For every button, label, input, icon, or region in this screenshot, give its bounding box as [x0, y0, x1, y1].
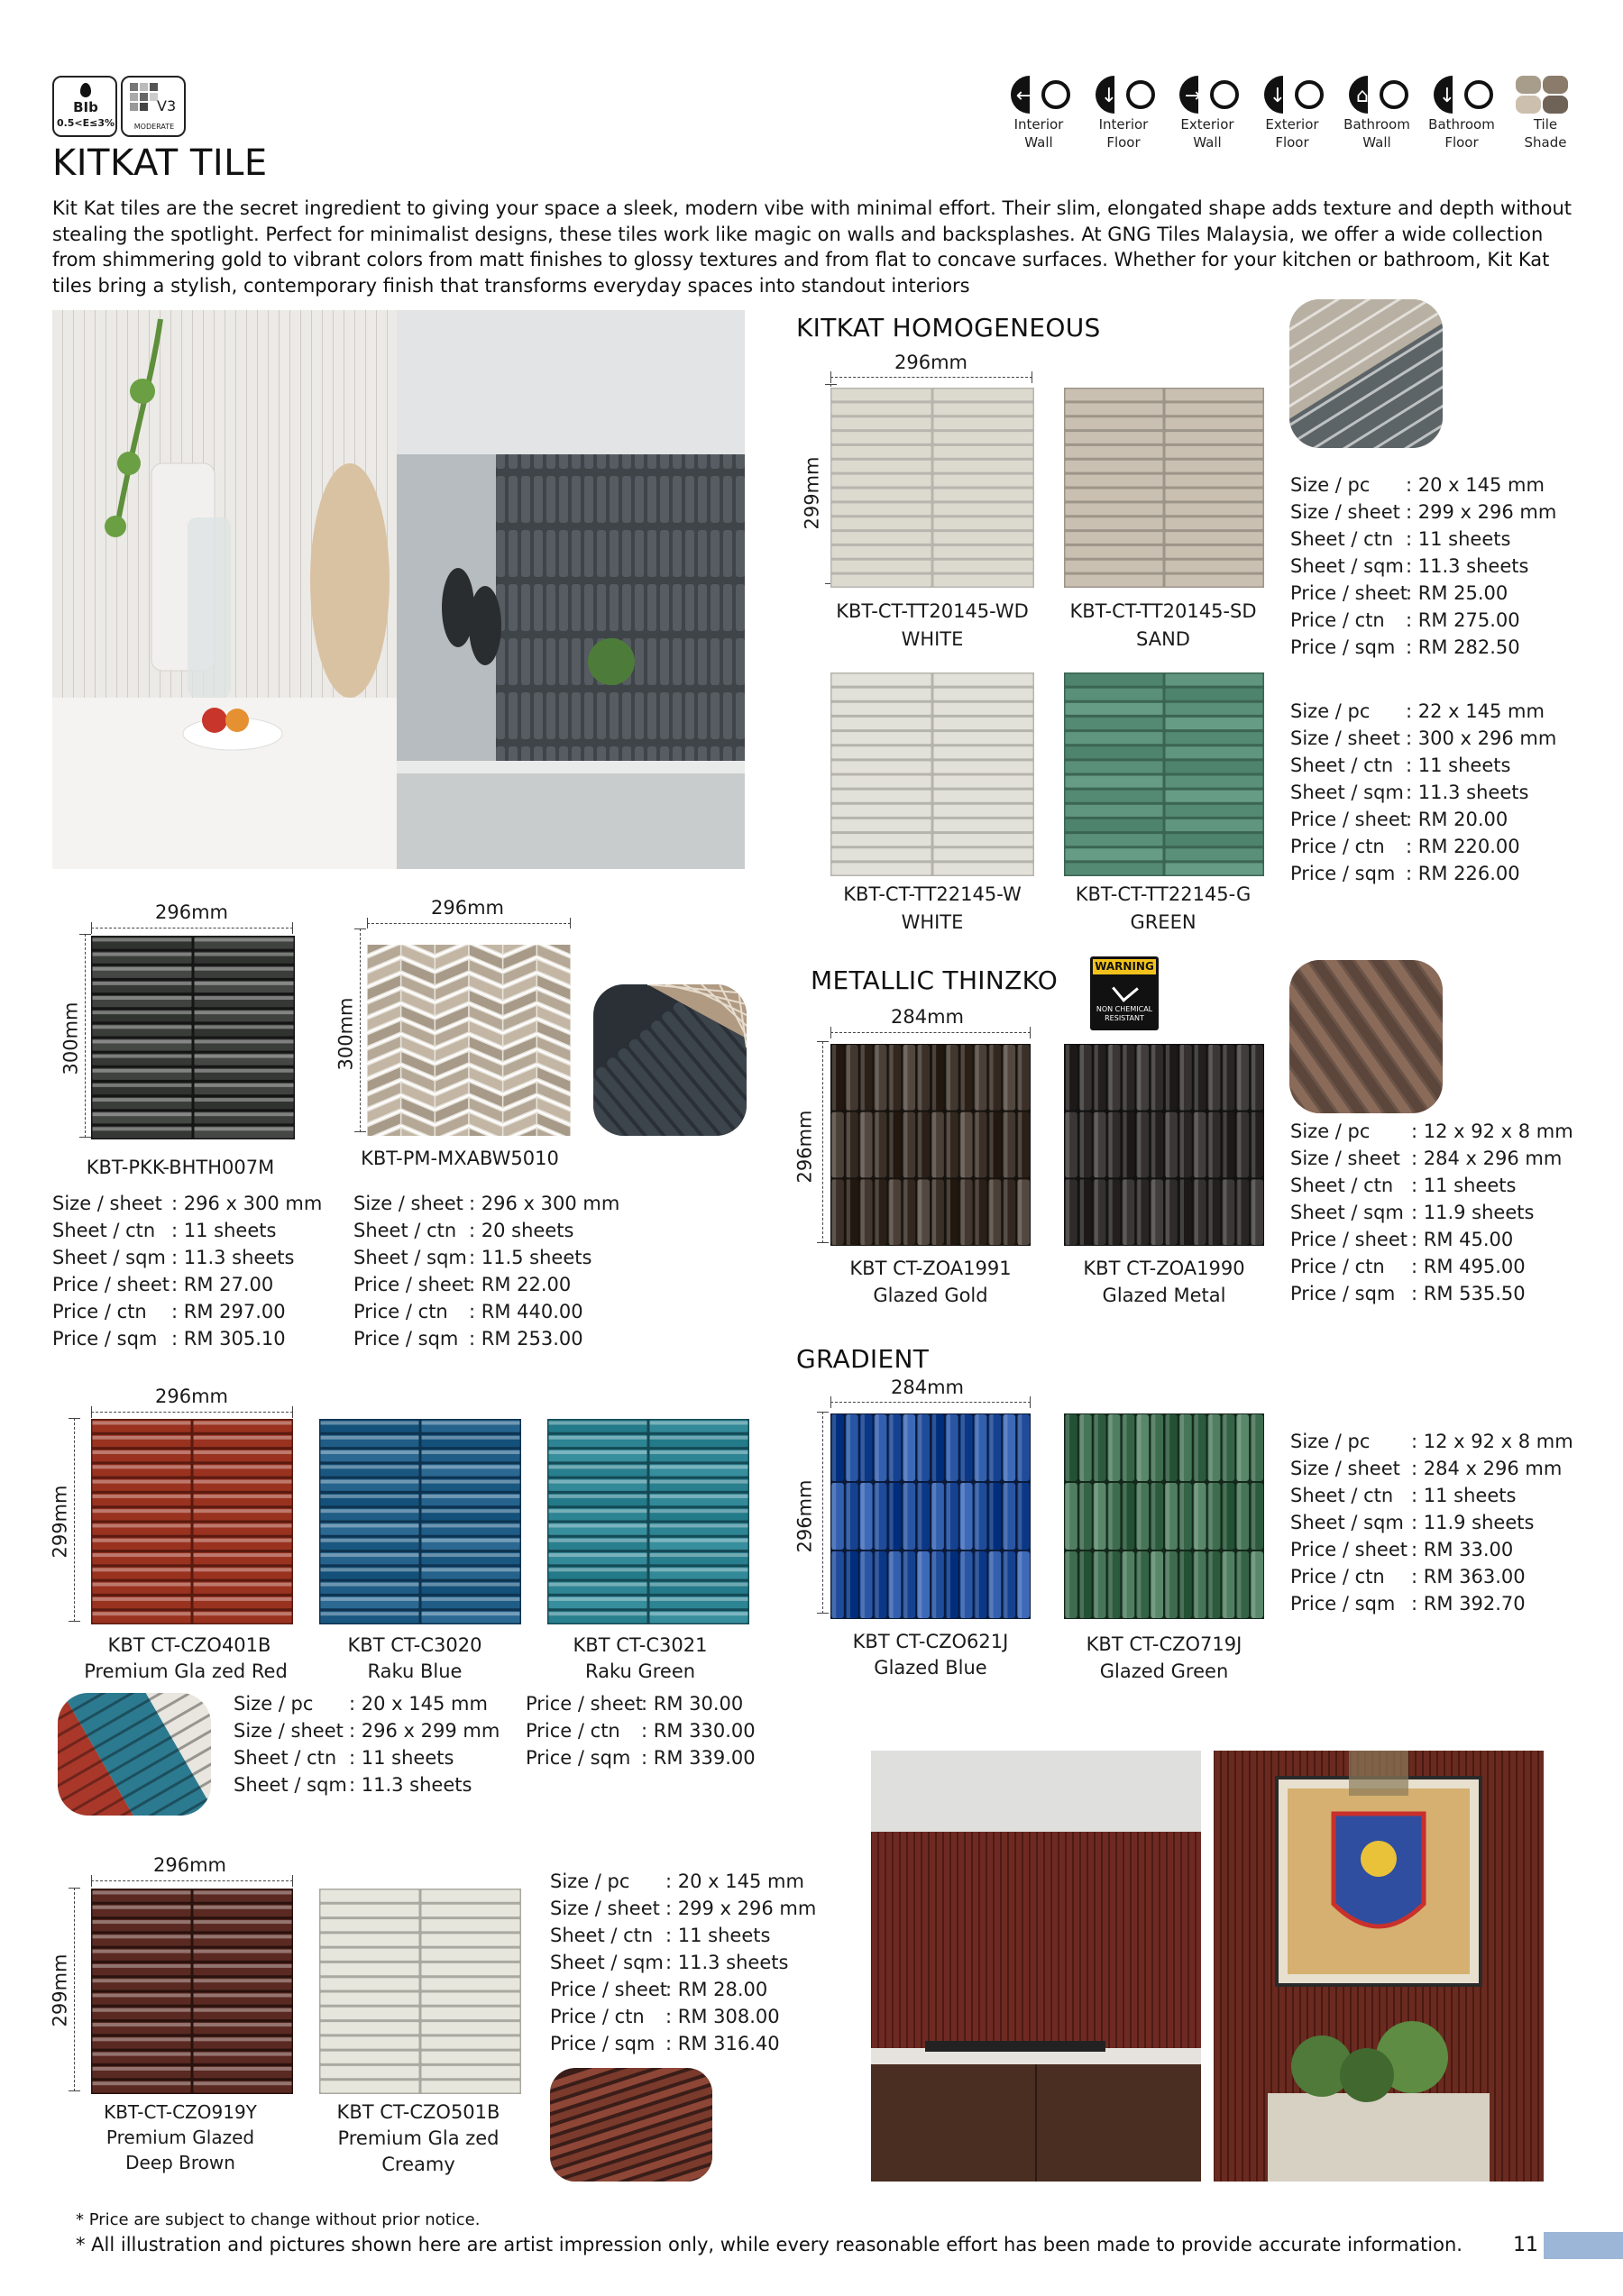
- spec-value: : RM 392.70: [1411, 1593, 1526, 1615]
- spec-row: [353, 1244, 619, 1271]
- spec-row: [234, 1771, 500, 1798]
- tile-code: KBT CT-C3020: [347, 1634, 482, 1656]
- svg-text:⌂: ⌂: [1356, 85, 1369, 107]
- spec-label: Price / ctn: [526, 1720, 620, 1742]
- spec-value: : 11 sheets: [1406, 528, 1511, 550]
- spec-label: Size / pc: [1290, 474, 1371, 496]
- spec-value: : 11 sheets: [1411, 1485, 1517, 1506]
- spec-value: : 11.3 sheets: [1406, 555, 1529, 577]
- usage-label: Tile: [1533, 116, 1558, 133]
- absorption-range: 0.5<E≤3%: [56, 117, 115, 129]
- spec-value: : 296 x 300 mm: [469, 1193, 620, 1214]
- spec-row: [1290, 752, 1556, 779]
- footer-note-disclaimer: * All illustration and pictures shown here are artist impression only, while every reasonable effort has been made to provide accurate information.: [76, 2234, 1463, 2255]
- gradient-height-dimension: [822, 1412, 823, 1614]
- tile-name-line2: Deep Brown: [125, 2152, 235, 2173]
- spec-label: Sheet / sqm: [550, 1952, 664, 1973]
- tile-name: Glazed Gold: [873, 1285, 988, 1306]
- spec-label: Size / sheet: [234, 1720, 344, 1742]
- dropper-icon: [1112, 975, 1139, 1002]
- spec-value: : 22 x 145 mm: [1406, 700, 1545, 722]
- usage-label: Wall: [1024, 134, 1053, 151]
- spec-label: Sheet / sqm: [234, 1774, 347, 1796]
- svg-text:→: →: [1184, 85, 1202, 107]
- spec-label: Price / sheet: [1290, 1229, 1408, 1250]
- spec-row: [550, 1895, 816, 1922]
- spec-value: : 11.3 sheets: [349, 1774, 472, 1796]
- premium-width-label: 296mm: [153, 1854, 226, 1876]
- tile-name: WHITE: [901, 911, 964, 933]
- spec-label: Price / ctn: [1290, 836, 1385, 857]
- spec-value: : RM 45.00: [1411, 1229, 1514, 1250]
- svg-text:↓: ↓: [1438, 85, 1456, 107]
- gradient-width-dimension: [830, 1402, 1031, 1403]
- tile-code: KBT CT-CZO401B: [107, 1634, 271, 1656]
- tile-name: Raku Green: [584, 1660, 696, 1682]
- spec-value: : RM 495.00: [1411, 1256, 1526, 1277]
- usage-label: Floor: [1275, 134, 1309, 151]
- spec-row: [526, 1717, 756, 1744]
- exterior-wall-icon: [1178, 74, 1237, 119]
- spec-row: [1290, 1253, 1573, 1280]
- spec-value: : 299 x 296 mm: [1406, 501, 1557, 523]
- spec-value: : 11.9 sheets: [1411, 1202, 1535, 1223]
- mxabw-height-label: 300mm: [335, 997, 357, 1071]
- tile-swatch-premium-deep-brown: [91, 1889, 293, 2094]
- spec-value: : RM 275.00: [1406, 609, 1520, 631]
- spec-row: [1290, 1199, 1573, 1226]
- spec-row: [1290, 833, 1556, 860]
- spec-label: Sheet / ctn: [1290, 1485, 1394, 1506]
- interior-wall-icon: [1009, 74, 1068, 119]
- premium-specs: [550, 1868, 816, 2057]
- spec-row: [234, 1744, 500, 1771]
- tile-code: KBT CT-ZOA1990: [1083, 1258, 1245, 1279]
- spec-row: [1290, 471, 1556, 499]
- spec-row: [52, 1271, 322, 1298]
- tile-swatch-homogeneous-green: [1064, 672, 1264, 876]
- homogeneous-title: KITKAT HOMOGENEOUS: [796, 313, 1101, 343]
- spec-row: [1290, 580, 1556, 607]
- spec-row: [526, 1690, 756, 1717]
- tile-code: KBT CT-CZO621J: [852, 1631, 1009, 1652]
- warning-text: NON CHEMICAL RESISTANT: [1096, 1005, 1153, 1022]
- spec-label: Price / sqm: [1290, 863, 1396, 884]
- water-drop-icon: [80, 83, 91, 97]
- homogeneous-width-label: 296mm: [894, 352, 967, 373]
- spec-row: [353, 1217, 619, 1244]
- spec-label: Sheet / ctn: [52, 1220, 156, 1241]
- tile-swatch-bhth007m: [91, 936, 295, 1139]
- spec-value: : 11.9 sheets: [1411, 1512, 1535, 1533]
- spec-value: : RM 27.00: [171, 1274, 274, 1295]
- spec-label: Sheet / sqm: [1290, 555, 1404, 577]
- shade-variation-badge: [121, 76, 186, 137]
- spec-value: : 284 x 296 mm: [1411, 1148, 1563, 1169]
- usage-label: Wall: [1362, 134, 1391, 151]
- tile-name-line1: Premium Gla zed: [337, 2127, 500, 2149]
- homogeneous-height-label: 299mm: [801, 456, 823, 530]
- tile-shade-icon: [1516, 74, 1575, 119]
- spec-value: : 284 x 296 mm: [1411, 1458, 1563, 1479]
- bhth-width-label: 296mm: [155, 901, 228, 923]
- spec-label: Sheet / ctn: [234, 1747, 337, 1769]
- spec-row: [52, 1298, 322, 1325]
- homogeneous-specs-20x145: [1290, 471, 1556, 661]
- spec-value: : RM 308.00: [665, 2006, 780, 2027]
- tile-swatch-premium-creamy: [319, 1889, 521, 2094]
- tile-name: Glazed Blue: [874, 1657, 987, 1679]
- spec-value: : RM 440.00: [469, 1301, 583, 1322]
- tile-code: KBT CT-CZO719J: [1086, 1633, 1242, 1655]
- spec-value: : RM 330.00: [641, 1720, 756, 1742]
- spec-label: Size / pc: [550, 1871, 630, 1892]
- tile-code: KBT-CT-TT22145-G: [1075, 883, 1252, 905]
- usage-label: Exterior: [1180, 116, 1234, 133]
- spec-label: Size / sheet: [550, 1898, 660, 1919]
- bathroom-wall-icon: [1347, 74, 1407, 119]
- mosaic-crest-wall-photo: [1214, 1751, 1544, 2182]
- tile-swatch-glazed-green: [1064, 1413, 1264, 1619]
- spec-label: Size / sheet: [1290, 1148, 1400, 1169]
- spec-value: : 11.3 sheets: [171, 1247, 295, 1268]
- mxabw-height-dimension: [360, 928, 361, 1132]
- metallic-closeup-thumbnail: [1289, 960, 1443, 1113]
- spec-value: : 20 sheets: [469, 1220, 574, 1241]
- spec-label: Price / sqm: [1290, 1593, 1396, 1615]
- tile-name: Raku Blue: [367, 1660, 463, 1682]
- spec-row: [234, 1717, 500, 1744]
- spec-label: Price / sqm: [353, 1328, 459, 1349]
- spec-value: : 20 x 145 mm: [349, 1693, 488, 1715]
- spec-row: [1290, 1509, 1573, 1536]
- raku-closeup-thumbnail: [58, 1693, 211, 1816]
- spec-label: Sheet / sqm: [1290, 782, 1404, 803]
- spec-row: [526, 1744, 756, 1771]
- spec-row: [1290, 1280, 1573, 1307]
- spec-row: [1290, 698, 1556, 725]
- mxabw-width-dimension: [367, 923, 571, 924]
- spec-label: Size / sheet: [353, 1193, 463, 1214]
- kitchen-hero-photo: [52, 310, 745, 869]
- spec-value: : 299 x 296 mm: [665, 1898, 817, 1919]
- spec-label: Size / sheet: [1290, 727, 1400, 749]
- tile-swatch-homogeneous-sand: [1064, 388, 1264, 588]
- spec-row: [1290, 725, 1556, 752]
- spec-label: Price / sqm: [526, 1747, 631, 1769]
- spec-row: [1290, 553, 1556, 580]
- page-number: 11: [1513, 2234, 1538, 2256]
- page-title: KITKAT TILE: [52, 142, 268, 184]
- page-tab-bar: [1544, 2232, 1623, 2259]
- spec-row: [52, 1190, 322, 1217]
- spec-row: [1290, 1563, 1573, 1590]
- tile-swatch-mxabw5010: [367, 928, 571, 1136]
- spec-value: : 20 x 145 mm: [1406, 474, 1545, 496]
- tile-swatch-homogeneous-white: [830, 388, 1034, 588]
- homogeneous-specs-22x145: [1290, 698, 1556, 887]
- bhth-height-dimension: [85, 934, 86, 1138]
- usage-label: Floor: [1106, 134, 1141, 151]
- metallic-height-label: 296mm: [793, 1110, 816, 1184]
- spec-label: Price / sqm: [1290, 636, 1396, 658]
- tile-code: KBT CT-C3021: [573, 1634, 708, 1656]
- premium-width-dimension: [91, 1880, 293, 1881]
- spec-value: : RM 363.00: [1411, 1566, 1526, 1587]
- usage-label: Shade: [1524, 134, 1567, 151]
- svg-text:↓: ↓: [1100, 85, 1118, 107]
- tile-swatch-raku-green: [547, 1419, 749, 1624]
- warning-label: [1090, 956, 1159, 1030]
- spec-row: [1290, 1145, 1573, 1172]
- spec-row: [1290, 1428, 1573, 1455]
- spec-value: : 12 x 92 x 8 mm: [1411, 1121, 1573, 1142]
- usage-label: Wall: [1193, 134, 1222, 151]
- spec-label: Sheet / sqm: [1290, 1202, 1404, 1223]
- spec-row: [353, 1190, 619, 1217]
- spec-row: [550, 2030, 816, 2057]
- usage-label: Bathroom: [1343, 116, 1410, 133]
- spec-value: : RM 220.00: [1406, 836, 1520, 857]
- spec-row: [550, 1922, 816, 1949]
- spec-value: : 11 sheets: [665, 1925, 771, 1946]
- spec-label: Price / ctn: [52, 1301, 147, 1322]
- gradient-width-label: 284mm: [891, 1377, 964, 1398]
- tile-name: GREEN: [1130, 911, 1197, 933]
- intro-paragraph: Kit Kat tiles are the secret ingredient to giving your space a sleek, modern vibe with minimal effort. Their slim, elongated shape adds texture and depth without stealing the spotlight. Perfect for minimalist designs, these tiles work like magic on walls and backsplashes. At GNG Tiles Malaysia, we offer a wide collection from shimmering gold to vibrant colors from matt finishes to glossy textures and from flat to concave surfaces. Whether for your kitchen or bathroom, Kit Kat tiles bring a stylish, contemporary finish that transforms everyday spaces into standout interiors: [52, 197, 1573, 297]
- metallic-height-dimension: [822, 1041, 823, 1243]
- usage-label: Exterior: [1265, 116, 1319, 133]
- spec-row: [52, 1325, 322, 1352]
- premium-closeup-thumbnail: [550, 2068, 712, 2182]
- spec-label: Size / sheet: [1290, 1458, 1400, 1479]
- tile-swatch-glazed-gold: [830, 1044, 1031, 1246]
- bhth-height-label: 300mm: [60, 1002, 82, 1075]
- tile-name: WHITE: [901, 628, 964, 650]
- spec-label: Sheet / ctn: [550, 1925, 654, 1946]
- usage-label: Bathroom: [1428, 116, 1495, 133]
- usage-label: Interior: [1098, 116, 1149, 133]
- spec-value: : 11 sheets: [1406, 755, 1511, 776]
- spec-row: [353, 1271, 619, 1298]
- spec-label: Size / pc: [234, 1693, 314, 1715]
- variation-level: MODERATE: [133, 123, 175, 131]
- spec-label: Price / sheet: [1290, 809, 1408, 830]
- gradient-title: GRADIENT: [796, 1344, 930, 1374]
- spec-label: Price / ctn: [1290, 1566, 1385, 1587]
- exterior-floor-icon: [1262, 74, 1322, 119]
- raku-specs-price: [526, 1690, 756, 1771]
- raku-width-label: 296mm: [155, 1386, 228, 1407]
- spec-label: Sheet / sqm: [353, 1247, 467, 1268]
- spec-label: Price / sheet: [353, 1274, 471, 1295]
- spec-value: : RM 282.50: [1406, 636, 1520, 658]
- svg-text:←: ←: [1015, 85, 1033, 107]
- usage-label: Floor: [1444, 134, 1479, 151]
- spec-row: [234, 1690, 500, 1717]
- spec-label: Price / sqm: [550, 2033, 656, 2054]
- spec-label: Sheet / ctn: [1290, 528, 1394, 550]
- spec-row: [550, 2003, 816, 2030]
- spec-label: Price / sheet: [52, 1274, 170, 1295]
- spec-row: [353, 1298, 619, 1325]
- spec-row: [1290, 526, 1556, 553]
- spec-row: [1290, 1536, 1573, 1563]
- spec-row: [1290, 607, 1556, 634]
- spec-row: [1290, 806, 1556, 833]
- tile-code: KBT-PM-MXABW5010: [361, 1148, 559, 1169]
- tile-code: KBT-PKK-BHTH007M: [86, 1157, 275, 1178]
- kitchen-brown-tile-photo: [871, 1751, 1201, 2182]
- spec-label: Price / sqm: [1290, 1283, 1396, 1304]
- mxabw-specs: [353, 1190, 619, 1352]
- tile-name-line1: Premium Glazed: [105, 2127, 255, 2148]
- tile-swatch-homogeneous-white-22: [830, 672, 1034, 876]
- gradient-specs: [1290, 1428, 1573, 1617]
- homogeneous-width-dimension: [830, 377, 1032, 378]
- spec-label: Price / sheet: [550, 1979, 667, 2000]
- tile-code: KBT CT-CZO501B: [336, 2101, 500, 2123]
- spec-value: : 296 x 299 mm: [349, 1720, 500, 1742]
- spec-row: [1290, 779, 1556, 806]
- interior-floor-icon: [1094, 74, 1153, 119]
- spec-row: [52, 1244, 322, 1271]
- spec-value: : 11.5 sheets: [469, 1247, 592, 1268]
- spec-row: [1290, 1455, 1573, 1482]
- spec-label: Size / pc: [1290, 1431, 1371, 1452]
- spec-label: Price / ctn: [353, 1301, 448, 1322]
- spec-value: : RM 22.00: [469, 1274, 572, 1295]
- mxabw-width-label: 296mm: [431, 897, 504, 919]
- variation-code: V3: [157, 97, 177, 114]
- tile-code: KBT CT-ZOA1991: [849, 1258, 1012, 1279]
- spec-row: [1290, 860, 1556, 887]
- spec-value: : 11.3 sheets: [665, 1952, 789, 1973]
- footer-note-price: * Price are subject to change without prior notice.: [76, 2210, 481, 2229]
- usage-label: Interior: [1013, 116, 1064, 133]
- spec-value: : 11 sheets: [349, 1747, 454, 1769]
- spec-label: Sheet / sqm: [52, 1247, 166, 1268]
- spec-row: [1290, 1226, 1573, 1253]
- spec-label: Price / sheet: [1290, 582, 1408, 604]
- spec-value: : 300 x 296 mm: [1406, 727, 1557, 749]
- tile-swatch-premium-glazed-red: [91, 1419, 293, 1624]
- absorption-class: BIb: [73, 99, 98, 115]
- spec-label: Price / ctn: [550, 2006, 645, 2027]
- spec-row: [1290, 1482, 1573, 1509]
- spec-label: Price / sqm: [52, 1328, 158, 1349]
- tile-code: KBT-CT-TT20145-SD: [1069, 600, 1257, 622]
- spec-value: : RM 316.40: [665, 2033, 780, 2054]
- spec-value: : RM 305.10: [171, 1328, 286, 1349]
- spec-row: [550, 1949, 816, 1976]
- tile-swatch-glazed-metal: [1064, 1044, 1264, 1246]
- premium-height-label: 299mm: [49, 1953, 71, 2027]
- tile-name: Glazed Green: [1099, 1660, 1229, 1682]
- raku-height-label: 299mm: [49, 1485, 71, 1559]
- gradient-height-label: 296mm: [793, 1479, 816, 1553]
- raku-specs-size: [234, 1690, 500, 1798]
- raku-width-dimension: [91, 1412, 293, 1413]
- tile-name: Premium Gla zed Red: [84, 1660, 288, 1682]
- tile-name-line2: Creamy: [381, 2154, 455, 2175]
- tile-swatch-raku-blue: [319, 1419, 521, 1624]
- spec-row: [1290, 1118, 1573, 1145]
- spec-label: Size / sheet: [1290, 501, 1400, 523]
- water-absorption-badge: [52, 76, 117, 137]
- spec-row: [1290, 1172, 1573, 1199]
- bhth-specs: [52, 1190, 322, 1352]
- spec-label: Sheet / ctn: [1290, 1175, 1394, 1196]
- spec-row: [550, 1976, 816, 2003]
- spec-label: Price / ctn: [1290, 1256, 1385, 1277]
- spec-row: [1290, 499, 1556, 526]
- metallic-specs: [1290, 1118, 1573, 1307]
- tile-code: KBT-CT-TT20145-WD: [836, 600, 1029, 622]
- homogeneous-closeup-thumbnail: [1289, 299, 1443, 448]
- metallic-title: METALLIC THINZKO: [811, 965, 1059, 995]
- metallic-width-label: 284mm: [891, 1006, 964, 1028]
- spec-value: : 11 sheets: [171, 1220, 277, 1241]
- spec-label: Price / sheet: [526, 1693, 643, 1715]
- spec-label: Size / pc: [1290, 700, 1371, 722]
- tile-code: KBT-CT-CZO919Y: [104, 2101, 257, 2123]
- spec-value: : RM 28.00: [665, 1979, 768, 2000]
- svg-text:↓: ↓: [1269, 85, 1287, 107]
- metallic-width-dimension: [830, 1032, 1031, 1033]
- spec-value: : 12 x 92 x 8 mm: [1411, 1431, 1573, 1452]
- spec-value: : RM 30.00: [641, 1693, 744, 1715]
- spec-value: : RM 297.00: [171, 1301, 286, 1322]
- spec-value: : 296 x 300 mm: [171, 1193, 323, 1214]
- tile-code: KBT-CT-TT22145-W: [843, 883, 1022, 905]
- tile-name: SAND: [1136, 628, 1190, 650]
- spec-row: [353, 1325, 619, 1352]
- spec-value: : 20 x 145 mm: [665, 1871, 804, 1892]
- spec-label: Size / pc: [1290, 1121, 1371, 1142]
- spec-label: Sheet / ctn: [353, 1220, 457, 1241]
- spec-value: : 11.3 sheets: [1406, 782, 1529, 803]
- warning-title: WARNING: [1093, 959, 1156, 974]
- spec-label: Size / sheet: [52, 1193, 162, 1214]
- spec-label: Price / ctn: [1290, 609, 1385, 631]
- spec-value: : 11 sheets: [1411, 1175, 1517, 1196]
- spec-label: Sheet / ctn: [1290, 755, 1394, 776]
- spec-value: : RM 33.00: [1411, 1539, 1514, 1560]
- spec-row: [1290, 1590, 1573, 1617]
- spec-value: : RM 253.00: [469, 1328, 583, 1349]
- spec-row: [550, 1868, 816, 1895]
- tile-name: Glazed Metal: [1102, 1285, 1226, 1306]
- spec-value: : RM 339.00: [641, 1747, 756, 1769]
- spec-value: : RM 226.00: [1406, 863, 1520, 884]
- premium-height-dimension: [74, 1888, 75, 2091]
- spec-value: : RM 535.50: [1411, 1283, 1526, 1304]
- spec-row: [52, 1217, 322, 1244]
- spec-label: Sheet / sqm: [1290, 1512, 1404, 1533]
- bathroom-floor-icon: [1432, 74, 1491, 119]
- mxabw-closeup-thumbnail: [593, 984, 747, 1136]
- tile-swatch-glazed-blue: [830, 1413, 1031, 1619]
- spec-value: : RM 25.00: [1406, 582, 1508, 604]
- raku-height-dimension: [74, 1418, 75, 1622]
- spec-label: Price / sheet: [1290, 1539, 1408, 1560]
- spec-value: : RM 20.00: [1406, 809, 1508, 830]
- spec-row: [1290, 634, 1556, 661]
